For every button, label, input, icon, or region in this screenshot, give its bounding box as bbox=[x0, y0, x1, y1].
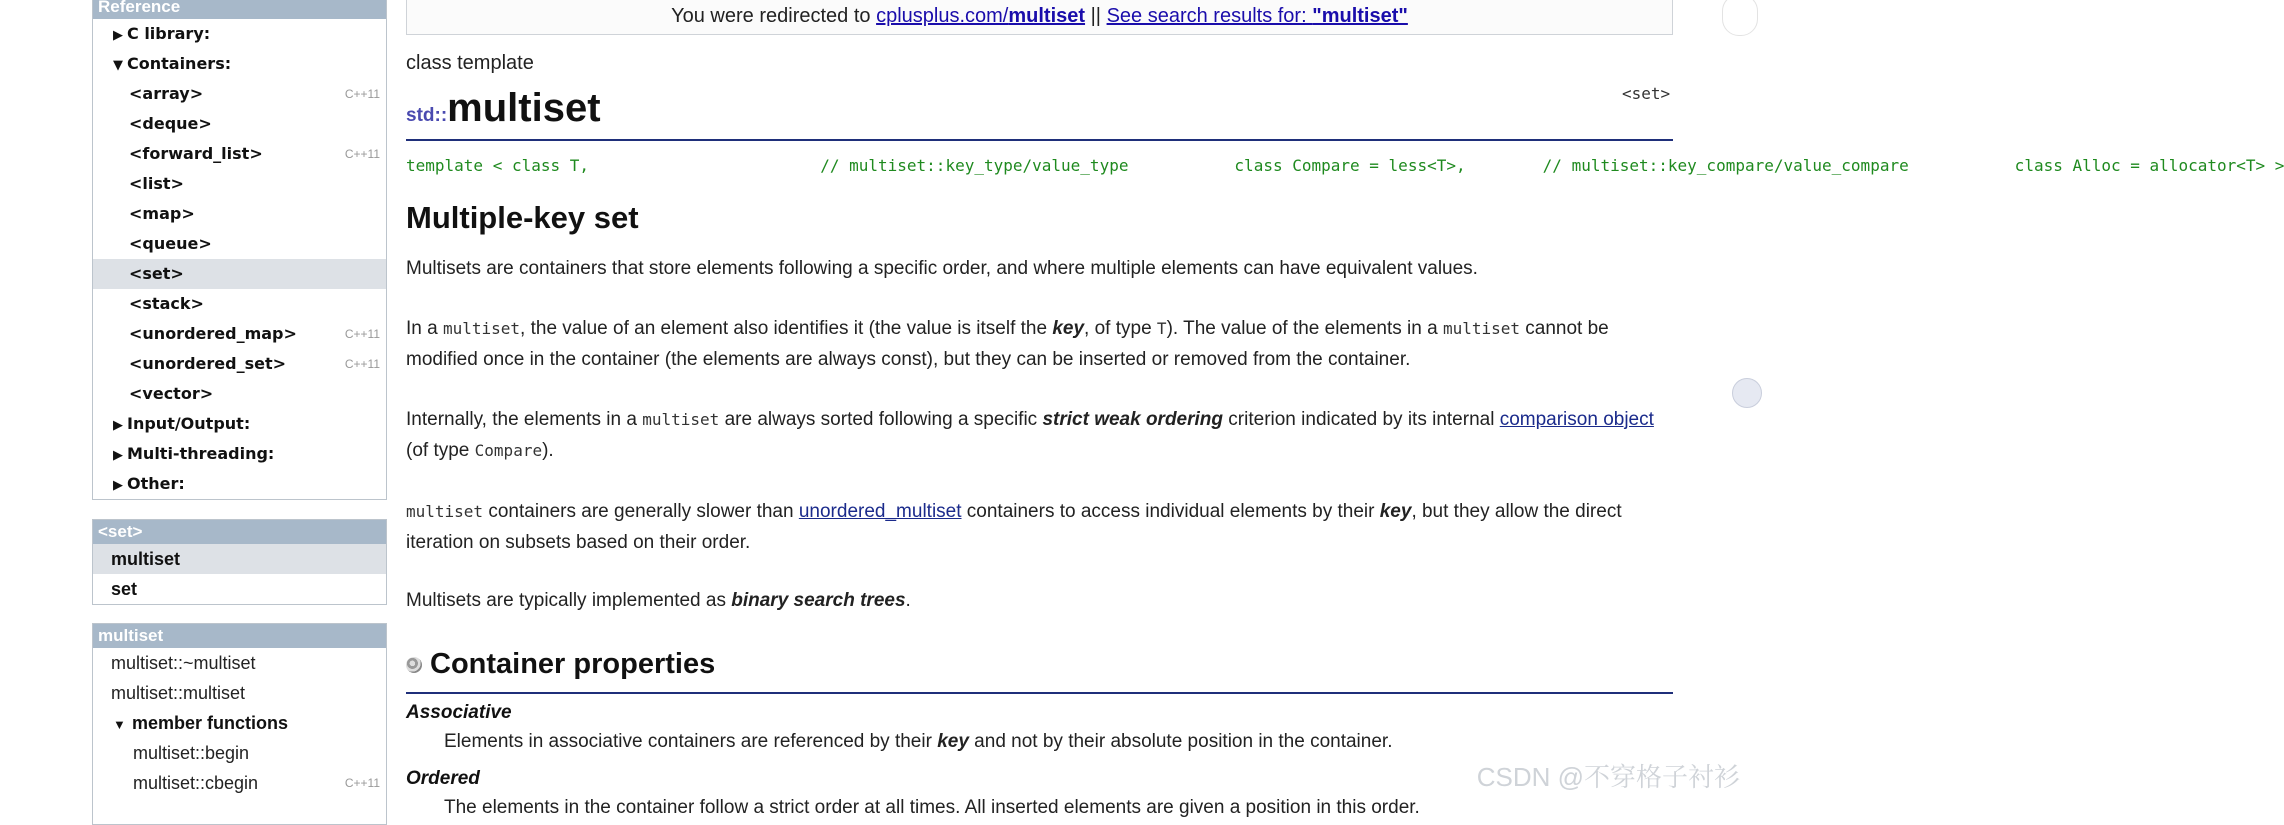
sidebar-group-inputoutput[interactable] bbox=[93, 409, 386, 439]
class-name: multiset bbox=[447, 86, 601, 130]
sidebar-item-cbegin[interactable]: multiset::cbegin C++11 bbox=[93, 768, 386, 798]
sidebar-item-vector[interactable] bbox=[93, 379, 386, 409]
sidebar-item-constructor[interactable]: multiset::multiset bbox=[111, 683, 246, 703]
main-content bbox=[406, 0, 2284, 818]
sidebar-item-label: <list> bbox=[129, 174, 184, 193]
header-reference: <set> bbox=[1622, 84, 1671, 103]
collapsed-triangle-icon: ▶ bbox=[113, 448, 123, 463]
cpp11-badge: C++11 bbox=[344, 357, 380, 371]
term-ordered: Ordered bbox=[406, 768, 480, 789]
section-heading: Multiple-key set bbox=[406, 200, 639, 235]
sidebar-item-label: Input/Output: bbox=[127, 414, 251, 433]
multiset-members-box bbox=[92, 623, 387, 825]
sidebar-item-label: <set> bbox=[129, 264, 184, 283]
search-results-link[interactable]: See search results for: "multiset" bbox=[1106, 5, 1408, 27]
reference-box-title: Reference bbox=[93, 0, 386, 19]
sidebar-group-member-functions[interactable]: ▼ member functions bbox=[93, 708, 386, 738]
sidebar-item-label: <unordered_map> bbox=[129, 324, 297, 343]
paragraph-5: Multisets are typically implemented as binary search trees. bbox=[406, 590, 911, 611]
title-divider bbox=[406, 139, 1673, 141]
page-title bbox=[406, 86, 601, 131]
comparison-object-link[interactable]: comparison object bbox=[1499, 409, 1654, 430]
cpp11-badge: C++11 bbox=[344, 147, 380, 161]
sidebar-group-containers[interactable] bbox=[93, 49, 386, 79]
sidebar-item-label: <stack> bbox=[129, 294, 204, 313]
sidebar-item-forward-list[interactable] bbox=[93, 139, 386, 169]
sidebar-item-set[interactable] bbox=[93, 259, 386, 289]
sidebar-item-label: <forward_list> bbox=[129, 144, 263, 163]
sidebar-item-array[interactable] bbox=[93, 79, 386, 109]
paragraph-1: Multisets are containers that store elements following a specific order, and where multiple elements can have equivalent values. bbox=[406, 258, 1478, 279]
set-header-box bbox=[92, 519, 387, 605]
collapsed-triangle-icon: ▶ bbox=[113, 418, 123, 433]
sidebar-item-map[interactable] bbox=[93, 199, 386, 229]
sidebar-item-label: C library: bbox=[127, 24, 211, 43]
sidebar-item-set[interactable]: set bbox=[111, 579, 138, 599]
section-bullet-icon bbox=[406, 657, 422, 673]
sidebar-item-label: <array> bbox=[129, 84, 204, 103]
unordered-multiset-link[interactable]: unordered_multiset bbox=[798, 501, 962, 522]
multiset-box-title: multiset bbox=[93, 624, 386, 648]
sidebar-item-list[interactable] bbox=[93, 169, 386, 199]
expand-triangle-icon: ▼ bbox=[113, 717, 126, 732]
redirect-link[interactable]: cplusplus.com/multiset bbox=[876, 5, 1086, 27]
paragraph-4: multiset containers are generally slower than unordered_multiset containers to access individual elements by their key, but they allow the direct iteration on subsets based on their order. bbox=[406, 501, 1622, 553]
sidebar-item-unordered-set[interactable] bbox=[93, 349, 386, 379]
collapsed-triangle-icon: ▶ bbox=[113, 478, 123, 493]
watermark: CSDN @不穿格子衬衫 bbox=[1476, 762, 1740, 792]
container-properties-heading: Container properties bbox=[406, 648, 715, 681]
sidebar-item-deque[interactable] bbox=[93, 109, 386, 139]
cpp11-badge: C++11 bbox=[344, 776, 380, 790]
sidebar-item-multiset[interactable]: multiset bbox=[93, 544, 386, 574]
reference-box bbox=[92, 0, 387, 500]
sidebar-item-queue[interactable] bbox=[93, 229, 386, 259]
definition-ordered: The elements in the container follow a strict order at all times. All inserted elements are given a position in this order. bbox=[444, 797, 1420, 818]
floating-widget[interactable] bbox=[1722, 0, 1758, 36]
cpp11-badge: C++11 bbox=[344, 327, 380, 341]
sidebar-item-destructor[interactable]: multiset::~multiset bbox=[111, 653, 256, 673]
namespace-label: std:: bbox=[406, 105, 448, 126]
sidebar-item-label: Multi-threading: bbox=[127, 444, 275, 463]
sidebar-item-label: <vector> bbox=[129, 384, 214, 403]
paragraph-2: In a multiset, the value of an element also identifies it (the value is itself the key, of type T). The value of the elements in a multiset cannot be modified once in the container (the elements are always const), but they can be inserted or removed from the container. bbox=[406, 318, 1609, 370]
term-associative: Associative bbox=[406, 702, 512, 723]
set-box-title: <set> bbox=[93, 520, 386, 544]
definition-associative: Elements in associative containers are referenced by their key and not by their absolute position in the container. bbox=[444, 731, 1393, 752]
sidebar-item-label: <unordered_set> bbox=[129, 354, 286, 373]
sidebar-group-c-library[interactable] bbox=[93, 19, 386, 49]
sidebar-item-label: Other: bbox=[127, 474, 185, 493]
sidebar-group-other[interactable] bbox=[93, 469, 386, 499]
expanded-triangle-icon: ▼ bbox=[113, 58, 123, 73]
section-divider bbox=[406, 692, 1673, 694]
cpp11-badge: C++11 bbox=[344, 87, 380, 101]
sidebar-item-label: <map> bbox=[129, 204, 195, 223]
template-declaration: template < class T, // multiset::key_type/value_type class Compare = less<T>, // multiset::key_compare/value_compare class Alloc = allocator<T> > bbox=[406, 156, 2284, 175]
collapsed-triangle-icon: ▶ bbox=[113, 28, 123, 43]
sidebar-item-begin[interactable]: multiset::begin bbox=[133, 743, 250, 763]
sidebar-item-label: <deque> bbox=[129, 114, 212, 133]
sidebar-item-label: Containers: bbox=[127, 54, 232, 73]
redirect-banner: You were redirected to cplusplus.com/multiset || See search results for: "multiset" bbox=[406, 0, 1673, 35]
sidebar-item-label: <queue> bbox=[129, 234, 212, 253]
paragraph-3: Internally, the elements in a multiset are always sorted following a specific strict weak ordering criterion indicated by its internal comparison object (of type Compare). bbox=[406, 409, 1654, 461]
class-template-label: class template bbox=[406, 52, 534, 74]
sidebar-group-multi-threading[interactable] bbox=[93, 439, 386, 469]
sidebar-item-stack[interactable] bbox=[93, 289, 386, 319]
sidebar-item-unordered-map[interactable] bbox=[93, 319, 386, 349]
side-floating-button[interactable] bbox=[1732, 378, 1762, 408]
